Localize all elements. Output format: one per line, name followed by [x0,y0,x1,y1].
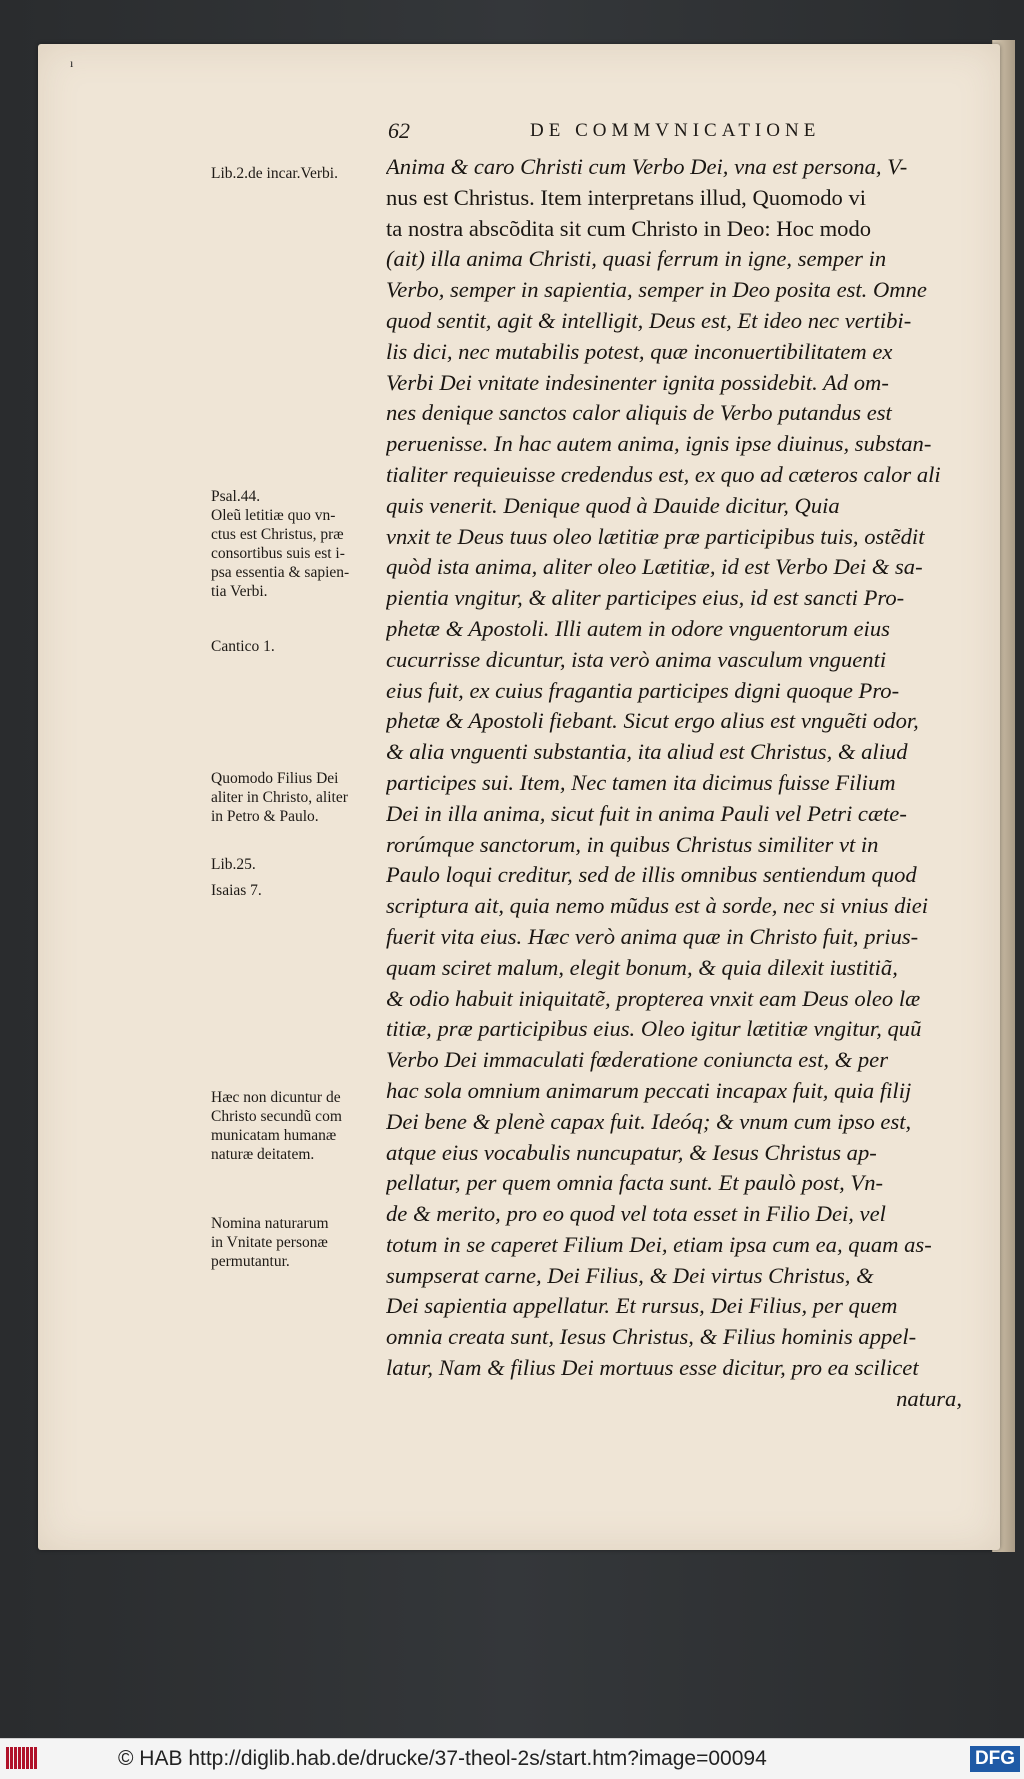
margin-line: Quomodo Filius Dei [211,770,339,787]
body-line: Dei sapientia appellatur. Et rursus, Dei Filius, per quem [386,1293,898,1319]
body-line: latur, Nam & filius Dei mortuus esse dicitur, pro ea scilicet [386,1355,919,1381]
marginal-note-8 [211,1214,381,1271]
running-title: DE COMMVNICATIONE [530,120,821,141]
body-line: & odio habuit iniquitatẽ, propterea vnxit eam Deus oleo læ [386,985,921,1011]
body-line: Paulo loqui creditur, sed de illis omnibus sentiendum quod [386,862,917,888]
body-line: Dei in illa anima, sicut fuit in anima Pauli vel Petri cæte- [386,800,907,826]
page-number: 62 [388,118,410,143]
marginal-note-4 [211,769,381,826]
margin-line: Nomina naturarum [211,1215,329,1232]
margin-line: Lib.25. [211,856,256,873]
body-line: eius fuit, ex cuius fragantia participes digni quoque Pro- [386,677,900,703]
margin-line: Hæc non dicuntur de [211,1089,341,1106]
body-line: ta nostra abscõdita sit cum Christo in Deo: Hoc modo [386,215,872,241]
marginal-note-1 [211,164,381,183]
body-line: phetæ & Apostoli fiebant. Sicut ergo alius est vnguẽti odor, [386,708,919,734]
body-line: totum in se caperet Filium Dei, etiam ipsa cum ea, quam as- [386,1231,932,1257]
margin-line: tia Verbi. [211,583,268,600]
margin-line: Isaias 7. [211,882,262,899]
body-line: scriptura ait, quia nemo mũdus est à sorde, nec si vnius diei [386,893,928,919]
margin-line: Oleũ letitiæ quo vn- [211,507,336,524]
body-line: peruenisse. In hac autem anima, ignis ipse diuinus, substan- [386,431,932,457]
body-line: rorúmque sanctorum, in quibus Christus similiter vt in [386,831,879,857]
body-line: Anima & caro Christi cum Verbo Dei, vna est persona, V- [386,154,908,179]
margin-line: Christo secundũ com [211,1108,342,1125]
body-line: participes sui. Item, Nec tamen ita dicimus fuisse Filium [386,769,896,795]
body-line: omnia creata sunt, Iesus Christus, & Filius hominis appel- [386,1324,917,1350]
body-line: cucurrisse dicuntur, ista verò anima vasculum vnguenti [386,646,887,672]
corner-mark: ı [70,56,74,70]
body-line: & alia vnguenti substantia, ita aliud est Christus, & aliud [386,739,908,765]
hab-logo-icon [6,1747,46,1771]
margin-line: in Vnitate personæ [211,1234,328,1251]
body-line: quòd ista anima, aliter oleo Lætitiæ, id est Verbo Dei & sa- [386,554,923,580]
margin-line: municatam humanæ [211,1127,337,1144]
footer-bar [0,1738,1024,1779]
margin-line: in Petro & Paulo. [211,808,319,825]
margin-line: Lib.2.de incar.Verbi. [211,165,338,182]
body-line: pellatur, per quem omnia facta sunt. Et paulò post, Vn- [386,1170,884,1196]
body-line: pientia vngitur, & aliter participes eius, id est sancti Pro- [386,585,905,611]
body-line: quod sentit, agit & intelligit, Deus est, Et ideo nec vertibi- [386,307,912,333]
margin-line: psa essentia & sapien- [211,564,350,581]
page-header [388,114,962,148]
body-line: nus est Christus. Item interpretans illud, Quomodo vi [386,184,867,210]
body-line: vnxit te Deus tuus oleo lætitiæ præ participibus tuis, ostẽdit [386,523,925,549]
margin-line: naturæ deitatem. [211,1146,315,1163]
margin-line: consortibus suis est i- [211,545,345,562]
body-line: Verbo, semper in sapientia, semper in Deo posita est. Omne [386,277,927,303]
marginal-note-6 [211,881,381,900]
margin-line: Psal.44. [211,488,261,505]
body-line: lis dici, nec mutabilis potest, quæ inconuertibilitatem ex [386,338,893,364]
marginal-note-5 [211,855,381,874]
dfg-logo: DFG [970,1746,1020,1772]
margin-line: ctus est Christus, præ [211,526,344,543]
body-line: (ait) illa anima Christi, quasi ferrum in igne, semper in [386,246,887,272]
margin-line: permutantur. [211,1253,290,1270]
body-line: fuerit vita eius. Hæc verò anima quæ in Christo fuit, prius- [386,923,919,949]
body-line: sumpserat carne, Dei Filius, & Dei virtus Christus, & [386,1262,874,1288]
body-line: phetæ & Apostoli. Illi autem in odore vnguentorum eius [386,615,890,641]
body-line: hac sola omnium animarum peccati incapax fuit, quia filij [386,1077,912,1103]
body-line: tialiter requieuisse credendus est, ex quo ad cæteros calor ali [386,461,941,487]
body-line: quam sciret malum, elegit bonum, & quia dilexit iustitiã, [386,954,898,980]
margin-line: Cantico 1. [211,638,275,655]
body-text [386,152,962,1415]
marginal-note-7 [211,1088,381,1164]
body-line: Verbo Dei immaculati fœderatione coniuncta est, & per [386,1047,889,1073]
footer-copyright-link[interactable]: © HAB http://diglib.hab.de/drucke/37-theol-2s/start.htm?image=00094 [118,1747,767,1770]
marginal-note-2 [211,487,381,601]
body-line: atque eius vocabulis nuncupatur, & Iesus Christus ap- [386,1139,877,1165]
marginal-note-3 [211,637,381,656]
body-line: quis venerit. Denique quod à Dauide dicitur, Quia [386,492,840,518]
body-line: nes denique sanctos calor aliquis de Verbo putandus est [386,400,892,426]
body-line: natura, [896,1385,962,1411]
body-line: de & merito, pro eo quod vel tota esset in Filio Dei, vel [386,1201,886,1227]
body-line: Verbi Dei vnitate indesinenter ignita possidebit. Ad om- [386,369,889,395]
body-line: titiæ, præ participibus eius. Oleo igitur lætitiæ vngitur, quũ [386,1016,922,1042]
body-line: Dei bene & plenè capax fuit. Ideóq; & vnum cum ipso est, [386,1108,912,1134]
margin-line: aliter in Christo, aliter [211,789,348,806]
